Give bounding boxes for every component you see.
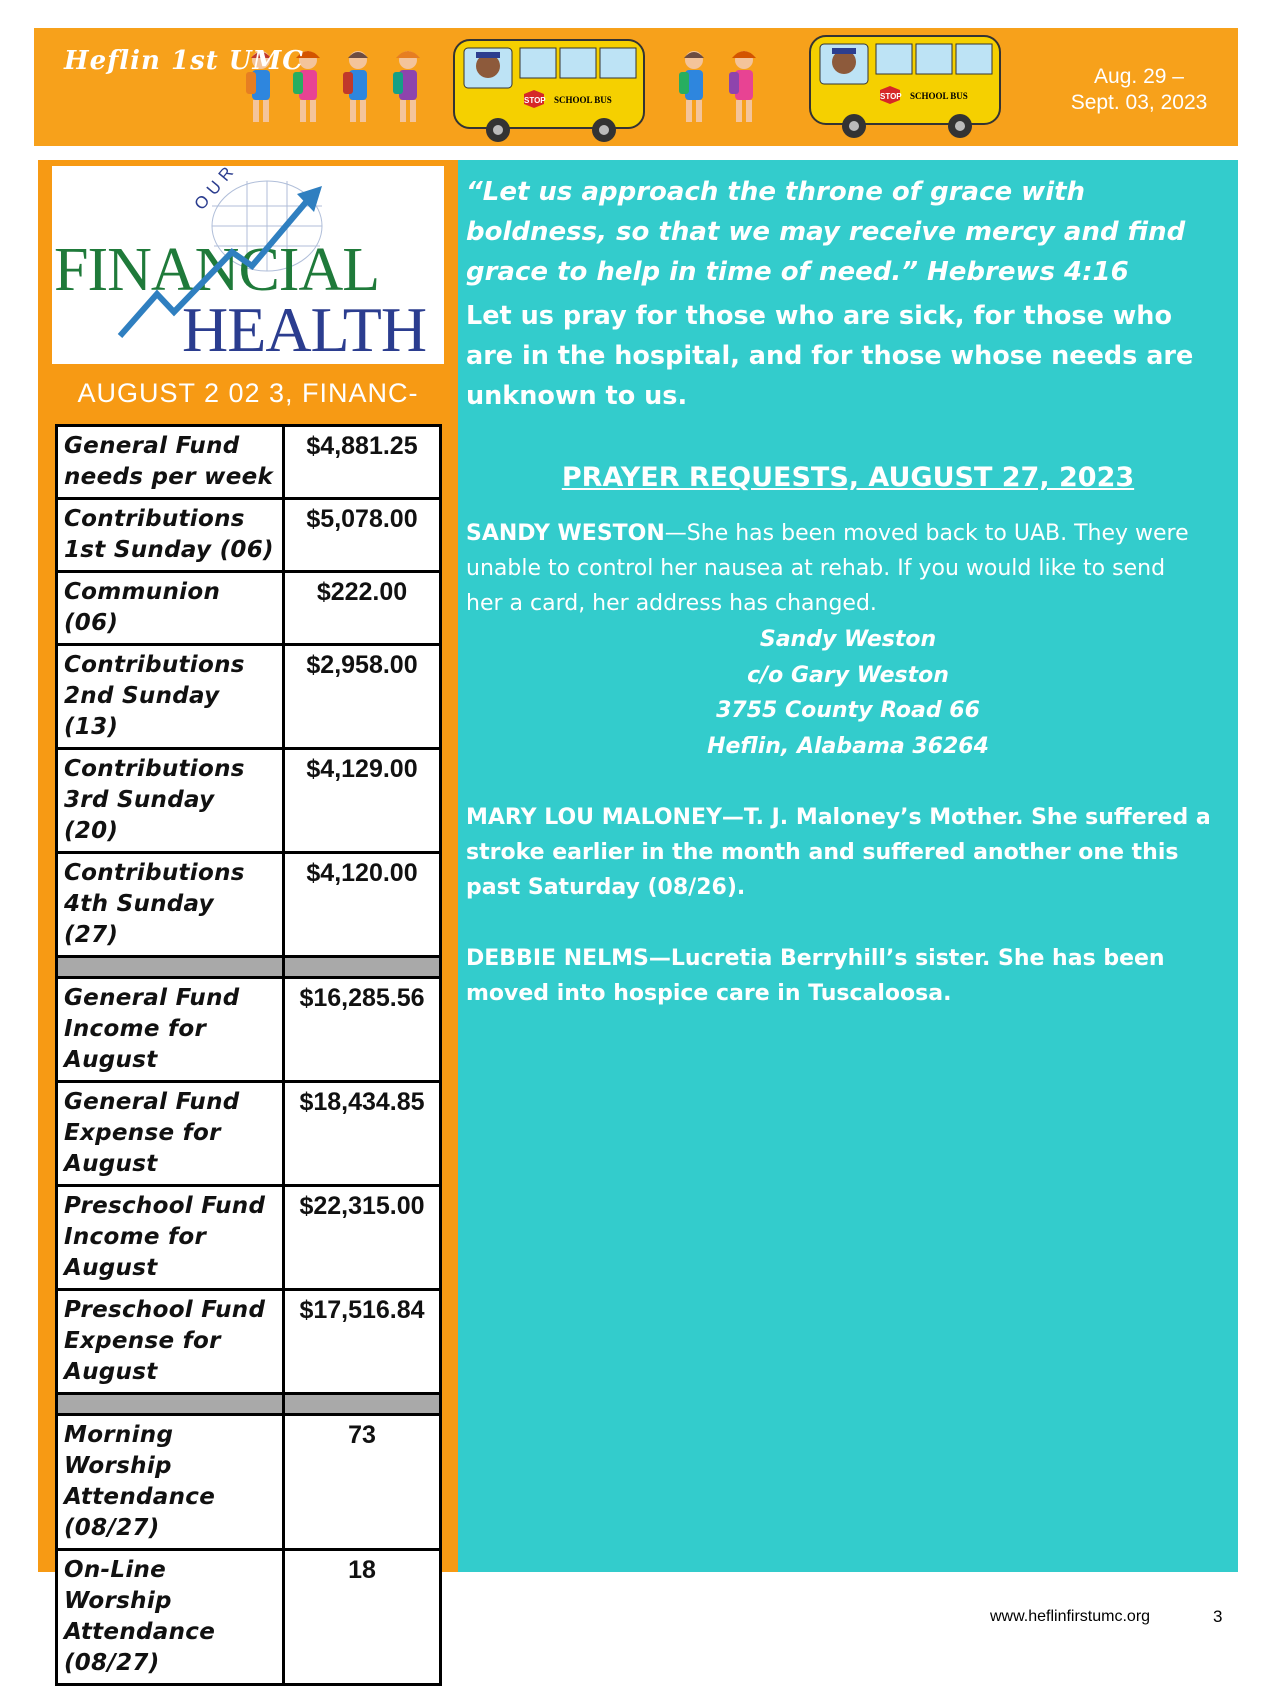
row-label: On-Line Worship Attendance (08/27) [57,1550,284,1685]
row-label: Morning Worship Attendance (08/27) [57,1415,284,1550]
table-row [57,572,441,645]
row-value: $4,881.25 [284,426,441,499]
separator-cell [57,1394,284,1415]
row-label: Contributions 2nd Sunday (13) [57,645,284,749]
request-text: —She has been moved back to UAB. They were unable to control her nausea at rehab. If you would like to send her a card, her address has changed. [466,521,1189,616]
prayer-intro: Let us pray for those who are sick, for those who are in the hospital, and for those whose needs are unknown to us. [466,301,1194,411]
table-row [57,499,441,572]
row-value: 73 [284,1415,441,1550]
prayer-request-2: MARY LOU MALONEY—T. J. Maloney’s Mother. She suffered a stroke earlier in the month and suffered another one this past Saturday (08/26). [466,805,1211,900]
row-value: $2,958.00 [284,645,441,749]
row-value: 18 [284,1550,441,1685]
address-line: 3755 County Road 66 [716,698,980,723]
row-label: General Fund needs per week [57,426,284,499]
bus-sign-text: SCHOOL BUS [910,91,968,101]
table-row [57,1550,441,1685]
finance-heading: AUGUST 2 02 3, FINANC- [77,378,419,408]
row-label: General Fund Expense for August [57,1082,284,1186]
address-line: c/o Gary Weston [747,662,949,688]
row-value: $4,120.00 [284,853,441,957]
prayer-panel [458,160,1238,1572]
row-value: $4,129.00 [284,749,441,853]
separator-row [57,957,441,978]
row-label: Preschool Fund Expense for August [57,1290,284,1394]
table-row [57,1186,441,1290]
table-row [57,749,441,853]
financial-health-logo [52,166,444,364]
table-row [57,645,441,749]
date-line: Sept. 03, 2023 [1070,91,1208,114]
stop-sign-text: STOP [880,92,902,101]
logo-word-health: HEALTH [182,294,427,364]
prayer-request-3: DEBBIE NELMS—Lucretia Berryhill’s sister. She has been moved into hospice care in Tuscaloosa. [466,946,1165,1006]
row-label: Communion (06) [57,572,284,645]
row-label: Contributions 4th Sunday (27) [57,853,284,957]
row-label: General Fund Income for August [57,978,284,1082]
bus-sign-text: SCHOOL BUS [554,95,612,105]
row-label: Contributions 3rd Sunday (20) [57,749,284,853]
stop-sign-text: STOP [524,96,546,105]
request-name: SANDY WESTON [466,521,665,546]
header-banner [34,28,1238,146]
row-value: $18,434.85 [284,1082,441,1186]
address-line: Sandy Weston [759,627,937,652]
prayer-requests-title: PRAYER REQUESTS, AUGUST 27, 2023 [561,462,1135,493]
address-line: Heflin, Alabama 36264 [707,733,989,759]
table-row [57,1290,441,1394]
church-name: Heflin 1st UMC [64,46,304,76]
mailing-address [458,622,1238,764]
row-label: Contributions 1st Sunday (06) [57,499,284,572]
issue-dates [1054,64,1224,116]
school-bus-icon [810,36,1000,138]
finance-panel [38,160,458,1676]
scripture-verse: “Let us approach the throne of grace with boldness, so that we may receive mercy and find grace to help in time of need.” Hebrews 4:16 [466,177,1186,287]
financial-health-logo-art [52,166,444,364]
row-value: $16,285.56 [284,978,441,1082]
logo-word-financial: FINANCIAL [54,236,380,304]
children-walking-icon [679,51,756,122]
date-line: Aug. 29 – [1094,65,1184,88]
finance-table [55,424,442,1686]
table-row [57,853,441,957]
row-label: Preschool Fund Income for August [57,1186,284,1290]
website-url[interactable]: www.heflinfirstumc.org [990,1608,1151,1625]
row-value: $17,516.84 [284,1290,441,1394]
row-value: $222.00 [284,572,441,645]
table-row [57,1082,441,1186]
table-row [57,1415,441,1550]
separator-row [57,1394,441,1415]
prayer-request-1 [466,516,1206,621]
row-value: $5,078.00 [284,499,441,572]
page-number: 3 [1213,1607,1223,1626]
separator-cell [57,957,284,978]
school-bus-icon [454,40,644,142]
separator-cell [284,957,441,978]
table-row [57,978,441,1082]
row-value: $22,315.00 [284,1186,441,1290]
table-row [57,426,441,499]
separator-cell [284,1394,441,1415]
